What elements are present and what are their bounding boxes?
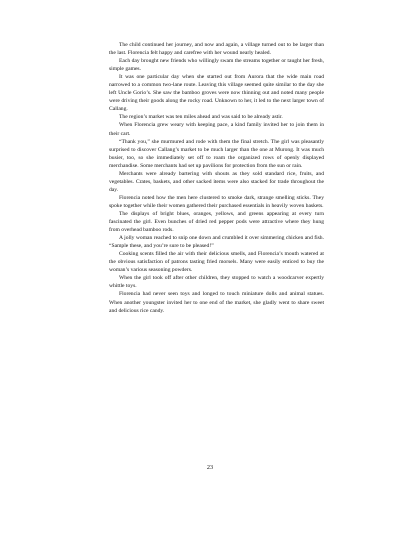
paragraph: The region’s market was ten miles ahead and was said to be already astir. [119,114,283,121]
paragraph: When the girl took off after other children, they stopped to watch a woodcarver expertly whittle toys. [109,275,324,290]
paragraph: Cooking scents filled the air with their delicious smells, and Florencia’s mouth watered at the obvious satisfaction of patrons tasting fried morsels. Many were easily enticed to buy the woman’s various seasoning powders. [109,251,324,274]
paragraph: Florencia noted how the men here clustered to smoke dark, strange smelling sticks. They spoke together while their women gathered their purchased essentials in heavily woven baskets. [109,194,324,209]
body-text [109,41,324,315]
paragraph: Merchants were already bartering with shouts as they sold standard rice, fruits, and vegetables. Crates, baskets, and other sacked items were also stacked for trade throughout the day. [109,170,324,193]
paragraph: It was one particular day when she started out from Aurora that the wide main road narrowed to a common two-lane route. Leaving this village seemed quite similar to the day she left Uncle Gorio’s. She saw the bamboo groves were now thinning out and noted many people were driving their goods along the rocky road. Unknown to her, it led to the next larger town of Callang. [109,74,324,113]
paragraph: Florencia had never seen toys and longed to touch miniature dolls and animal statues. When another youngster invited her to one end of the market, she gladly went to share sweet and delicious rice candy. [109,291,324,314]
paragraph: “Thank you,” she murmured and rode with them the final stretch. The girl was pleasantly surprised to discover Callang’s market to be much larger than the one at Murong. It was much busier, too, so she immediately set off to roam the organized rows of openly displayed merchandise. Some merchants had set up pavilions for protection from the sun or rain. [109,138,324,169]
page-number: 23 [206,464,214,471]
paragraph: Each day brought new friends who willingly swam the streams together or taught her fresh, simple games. [109,58,324,73]
paragraph: The displays of bright blues, oranges, yellows, and greens appearing at every turn fascinated the girl. Even bunches of dried red pepper pods were attractive where they hung from overhead bamboo rods. [109,210,324,234]
paragraph: A jolly woman reached to snip one down and crumbled it over simmering chicken and fish. “Sample these, and you’re sure to be pleased!” [109,235,324,250]
paragraph: When Florencia grew weary with keeping pace, a kind family invited her to join them in their cart. [109,122,324,137]
paragraph: The child continued her journey, and now and again, a village turned out to be larger than the last. Florencia felt happy and carefree with her wound nearly healed. [109,42,324,57]
